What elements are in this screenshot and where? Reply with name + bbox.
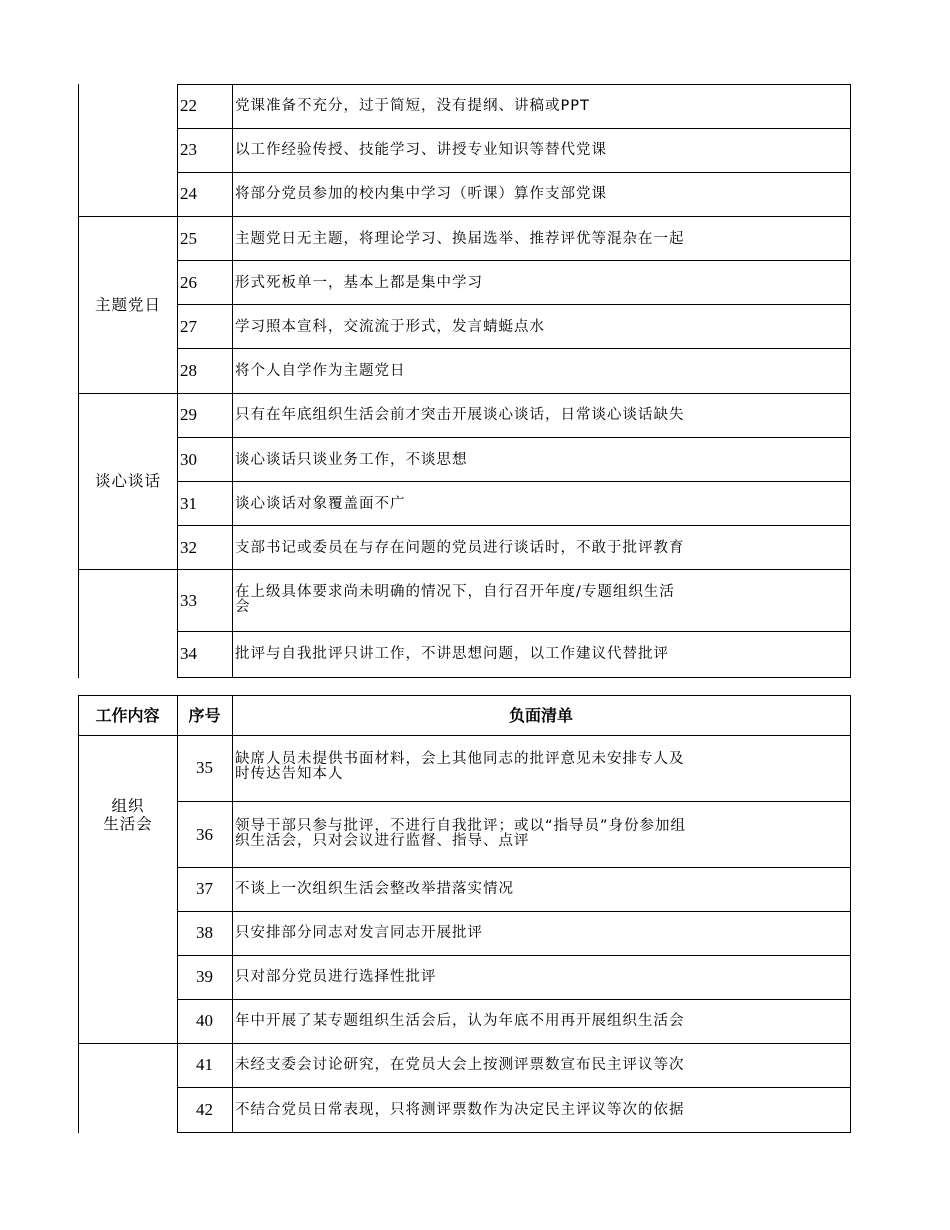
row-number: 29 xyxy=(180,405,197,424)
row-line xyxy=(177,481,851,482)
row-text: 以工作经验传授、技能学习、讲授专业知识等替代党课 xyxy=(235,142,607,158)
row-line xyxy=(177,84,851,85)
row-number: 30 xyxy=(180,450,197,469)
row-text: 批评与自我批评只讲工作，不讲思想问题，以工作建议代替批评 xyxy=(235,646,669,662)
row-line xyxy=(177,1132,851,1133)
row-text: 只对部分党员进行选择性批评 xyxy=(235,969,437,985)
row-text: 不结合党员日常表现，只将测评票数作为决定民主评议等次的依据 xyxy=(235,1102,685,1118)
row-line xyxy=(78,216,851,217)
row-text: 形式死板单一，基本上都是集中学习 xyxy=(235,275,483,291)
row-line xyxy=(177,911,851,912)
row-text: 谈心谈话对象覆盖面不广 xyxy=(235,496,406,512)
row-line xyxy=(177,172,851,173)
row-line xyxy=(78,569,851,570)
header-seq: 序号 xyxy=(188,706,221,725)
table-left-border xyxy=(78,84,79,678)
row-text: 学习照本宣科，交流流于形式，发言蜻蜓点水 xyxy=(235,319,545,335)
row-text: 缺席人员未提供书面材料，会上其他同志的批评意见未安排专人及 时传达告知本人 xyxy=(235,751,685,782)
row-line xyxy=(177,260,851,261)
table-divider-category xyxy=(177,84,178,678)
header-top-line xyxy=(78,695,851,696)
row-text: 不谈上一次组织生活会整改举措落实情况 xyxy=(235,881,514,897)
row-number: 23 xyxy=(180,140,197,159)
row-text: 在上级具体要求尚未明确的情况下，自行召开年度/专题组织生活 会 xyxy=(235,584,675,615)
row-line xyxy=(78,393,851,394)
row-line xyxy=(177,304,851,305)
table-left-border xyxy=(78,695,79,1133)
category-heart-talk: 谈心谈话 xyxy=(94,472,161,490)
row-text: 年中开展了某专题组织生活会后，认为年底不用再开展组织生活会 xyxy=(235,1013,685,1029)
row-line xyxy=(177,525,851,526)
header-content: 工作内容 xyxy=(95,706,160,725)
row-number: 35 xyxy=(196,758,213,777)
row-number: 37 xyxy=(196,879,213,898)
row-text: 将部分党员参加的校内集中学习（听课）算作支部党课 xyxy=(235,186,607,202)
table-divider-seq xyxy=(232,84,233,678)
row-line xyxy=(177,955,851,956)
row-number: 25 xyxy=(180,229,197,248)
row-number: 33 xyxy=(180,591,197,610)
row-text: 将个人自学作为主题党日 xyxy=(235,363,406,379)
row-number: 38 xyxy=(196,923,213,942)
table-right-border xyxy=(850,84,851,678)
category-org-life: 组织 生活会 xyxy=(103,797,153,833)
row-number: 34 xyxy=(180,644,197,663)
row-text: 支部书记或委员在与存在问题的党员进行谈话时，不敢于批评教育 xyxy=(235,540,685,556)
row-line xyxy=(177,677,851,678)
row-text: 只安排部分同志对发言同志开展批评 xyxy=(235,925,483,941)
row-line xyxy=(78,1043,851,1044)
row-line xyxy=(177,437,851,438)
row-number: 31 xyxy=(180,494,197,513)
row-number: 41 xyxy=(196,1055,213,1074)
row-line xyxy=(177,631,851,632)
row-text: 谈心谈话只谈业务工作，不谈思想 xyxy=(235,452,468,468)
row-number: 32 xyxy=(180,538,197,557)
header-list: 负面清单 xyxy=(508,706,573,725)
row-text: 主题党日无主题，将理论学习、换届选举、推荐评优等混杂在一起 xyxy=(235,231,685,247)
row-line xyxy=(177,128,851,129)
row-number: 40 xyxy=(196,1011,213,1030)
row-line xyxy=(177,801,851,802)
row-number: 28 xyxy=(180,361,197,380)
row-line xyxy=(177,348,851,349)
row-text: 只有在年底组织生活会前才突击开展谈心谈话，日常谈心谈话缺失 xyxy=(235,407,685,423)
header-bottom-line xyxy=(78,735,851,736)
row-number: 39 xyxy=(196,967,213,986)
row-number: 22 xyxy=(180,96,197,115)
table-right-border xyxy=(850,695,851,1133)
row-line xyxy=(177,1087,851,1088)
table-divider-seq xyxy=(232,695,233,1133)
row-text: 领导干部只参与批评，不进行自我批评；或以“指导员”身份参加组 织生活会，只对会议进行监督、指导、点评 xyxy=(235,818,687,849)
row-number: 26 xyxy=(180,273,197,292)
row-text: 未经支委会讨论研究，在党员大会上按测评票数宣布民主评议等次 xyxy=(235,1057,685,1073)
row-number: 42 xyxy=(196,1100,213,1119)
category-theme-day: 主题党日 xyxy=(94,296,161,314)
row-number: 36 xyxy=(196,825,213,844)
row-line xyxy=(177,867,851,868)
row-number: 24 xyxy=(180,184,197,203)
row-line xyxy=(177,999,851,1000)
row-text: 党课准备不充分，过于简短，没有提纲、讲稿或PPT xyxy=(235,98,590,114)
row-number: 27 xyxy=(180,317,197,336)
